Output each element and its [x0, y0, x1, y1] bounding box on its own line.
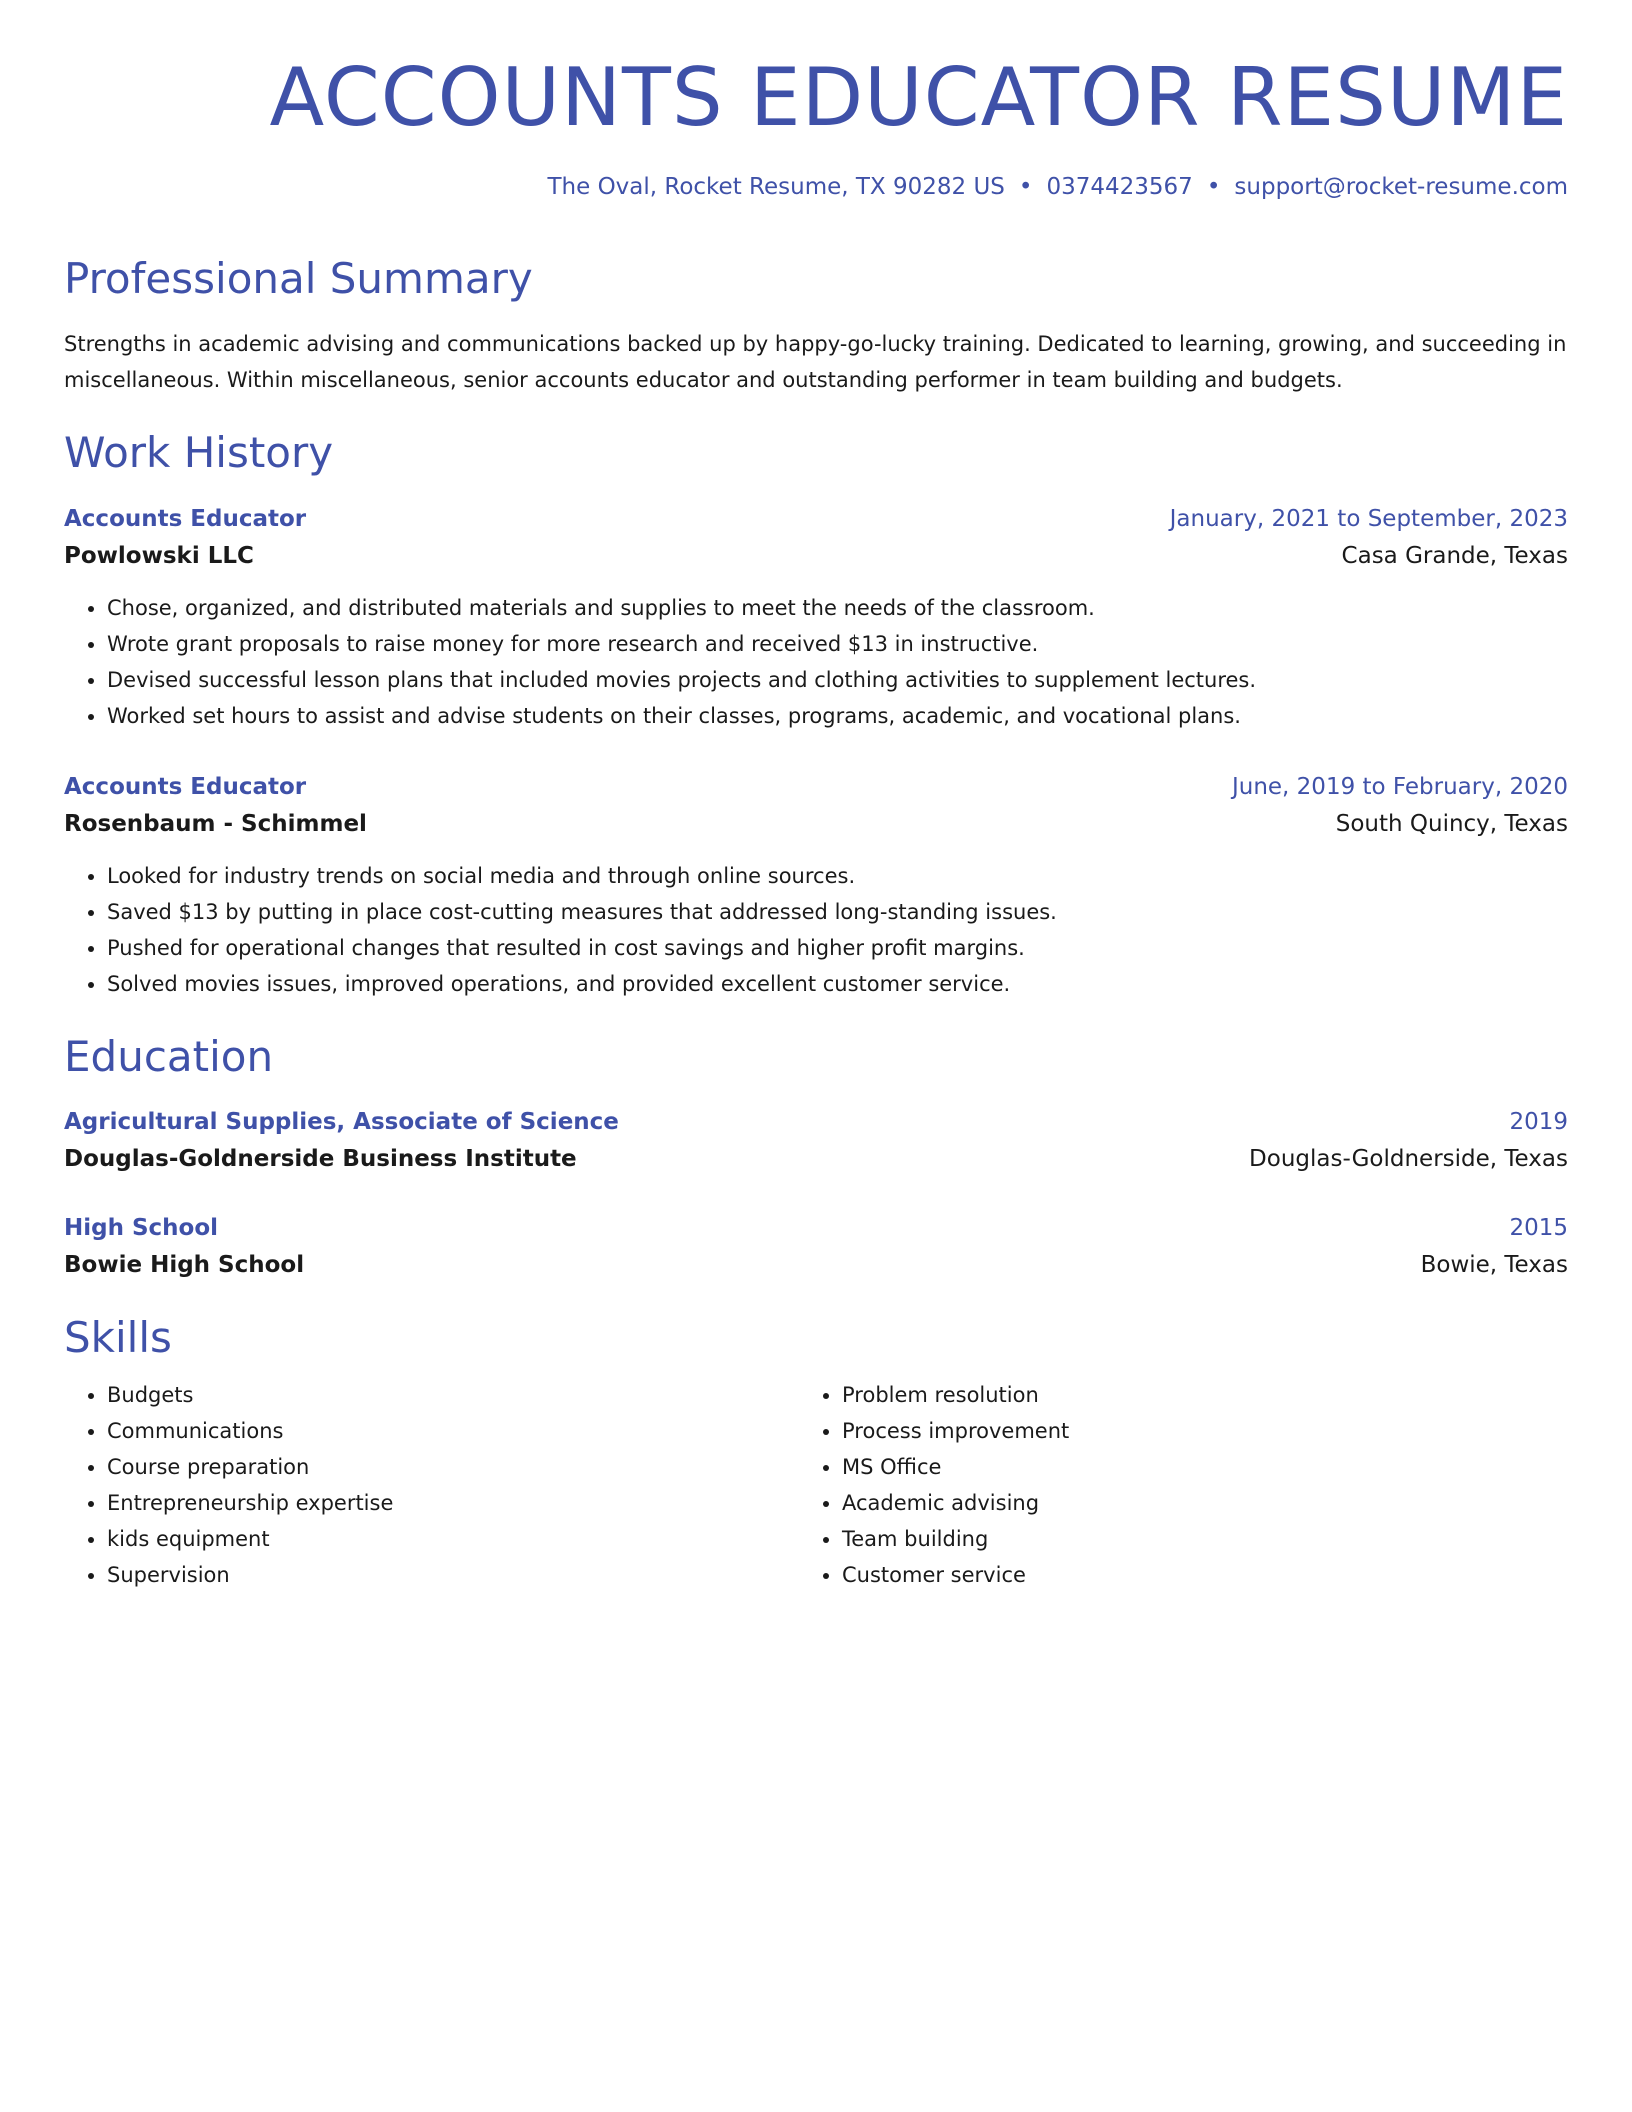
job-company: Rosenbaum - Schimmel [64, 811, 367, 838]
job-role: Accounts Educator [64, 506, 307, 533]
skills-grid [64, 1377, 1568, 1593]
skill-item: • Course preparation [107, 1449, 799, 1485]
job-bullet: • Wrote grant proposals to raise money for more research and received $13 in instructive. [107, 626, 1568, 662]
contact-line [64, 174, 1568, 202]
skill-item: • Supervision [107, 1557, 799, 1593]
education-entry [64, 1211, 1568, 1285]
work-history-heading: Work History [64, 427, 334, 477]
summary-text: Strengths in academic advising and communications backed up by happy-go-lucky training. Dedicated to learning, growing, and succeeding in miscellaneous. Within miscellaneous, senior accounts educator and outstanding performer in team building and budgets. [64, 331, 1567, 392]
job-entry [64, 770, 1568, 1002]
skills-list-left [64, 1377, 799, 1593]
education-year: 2015 [1509, 1214, 1568, 1241]
education-year: 2019 [1509, 1108, 1568, 1135]
job-bullet: • Solved movies issues, improved operations, and provided excellent customer service. [107, 966, 1568, 1002]
job-bullet: • Chose, organized, and distributed materials and supplies to meet the needs of the classroom. [107, 590, 1568, 626]
job-bullet: • Looked for industry trends on social media and through online sources. [107, 858, 1568, 894]
contact-separator: • [1018, 174, 1033, 200]
job-company: Powlowski LLC [64, 543, 254, 570]
job-bullet: • Saved $13 by putting in place cost-cutting measures that addressed long-standing issues. [107, 894, 1568, 930]
education-location: Bowie, Texas [1420, 1251, 1568, 1278]
education-heading: Education [64, 1032, 274, 1082]
summary-heading: Professional Summary [64, 253, 533, 303]
education-school: Douglas-Goldnerside Business Institute [64, 1145, 577, 1172]
job-bullet: • Pushed for operational changes that resulted in cost savings and higher profit margins. [107, 930, 1568, 966]
skills-heading: Skills [64, 1312, 172, 1362]
job-location: Casa Grande, Texas [1341, 543, 1568, 570]
skill-item: • Budgets [107, 1377, 799, 1413]
job-dates: January, 2021 to September, 2023 [1169, 506, 1568, 533]
education-degree: High School [64, 1214, 219, 1241]
job-location: South Quincy, Texas [1335, 811, 1568, 838]
job-bullet: • Devised successful lesson plans that included movies projects and clothing activities to supplement lectures. [107, 662, 1568, 698]
skills-list-right [799, 1377, 1568, 1593]
resume-title: ACCOUNTS EDUCATOR RESUME [269, 51, 1568, 144]
skill-item: • MS Office [842, 1449, 1568, 1485]
education-school: Bowie High School [64, 1251, 305, 1278]
education-degree: Agricultural Supplies, Associate of Science [64, 1108, 619, 1135]
skill-item: • kids equipment [107, 1521, 799, 1557]
skill-item: • Process improvement [842, 1413, 1568, 1449]
contact-email[interactable]: support@rocket-resume.com [1234, 174, 1568, 200]
contact-phone: 0374423567 [1046, 174, 1193, 200]
job-bullets [64, 858, 1568, 1002]
contact-address: The Oval, Rocket Resume, TX 90282 US [547, 174, 1005, 200]
job-bullets [64, 590, 1568, 734]
contact-separator: • [1206, 174, 1221, 200]
job-dates: June, 2019 to February, 2020 [1231, 774, 1568, 801]
job-entry [64, 502, 1568, 734]
skill-item: • Team building [842, 1521, 1568, 1557]
skill-item: • Entrepreneurship expertise [107, 1485, 799, 1521]
education-entry [64, 1105, 1568, 1179]
skill-item: • Communications [107, 1413, 799, 1449]
skill-item: • Academic advising [842, 1485, 1568, 1521]
skill-item: • Customer service [842, 1557, 1568, 1593]
education-location: Douglas-Goldnerside, Texas [1249, 1145, 1568, 1172]
job-role: Accounts Educator [64, 774, 307, 801]
skill-item: • Problem resolution [842, 1377, 1568, 1413]
job-bullet: • Worked set hours to assist and advise students on their classes, programs, academic, and vocational plans. [107, 698, 1568, 734]
